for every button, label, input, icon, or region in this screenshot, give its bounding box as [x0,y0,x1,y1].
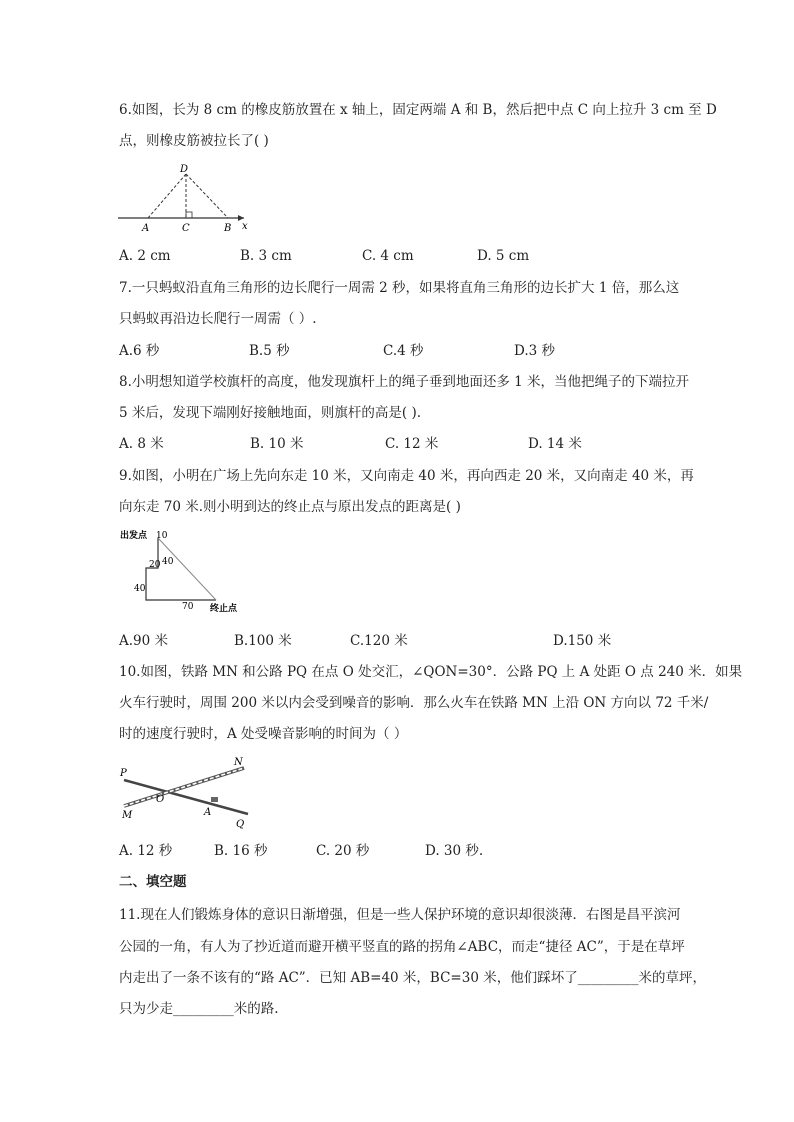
label-Q: Q [236,819,245,830]
q10-option-a[interactable]: A. 12 秒 [119,843,173,859]
q6-figure [118,162,258,234]
label-20: 20 [149,560,161,570]
q9-option-c[interactable]: C.120 米 [350,633,408,649]
label-A: A [142,223,150,234]
q6-option-d[interactable]: D. 5 cm [477,248,530,264]
label-B: B [224,223,232,234]
q8-option-d[interactable]: D. 14 米 [528,436,582,452]
label-M: M [122,810,133,821]
q11-text-line4: 只为少走_________米的路. [119,1001,279,1017]
q11-text-line3: 内走出了一条不该有的“路 AC”．已知 AB=40 米，BC=30 米，他们踩坏了_________米的草坪， [119,970,706,986]
label-P: P [120,768,127,779]
q11-text-line2: 公园的一角，有人为了抄近道而避开横平竖直的路的拐角∠ABC，而走“捷径 AC”，于是在草坪 [119,939,685,955]
right-angle-mark [186,212,192,218]
q6-text-line1: 6.如图，长为 8 cm 的橡皮筋放置在 x 轴上，固定两端 A 和 B，然后把中点 C 向上拉升 3 cm 至 D [119,102,717,118]
label-C: C [182,223,190,234]
q8-option-b[interactable]: B. 10 米 [250,436,304,452]
q11-text-line1: 11.现在人们锻炼身体的意识日渐增强，但是一些人保护环境的意识却很淡薄．右图是昌平滨河 [119,907,681,923]
q10-option-c[interactable]: C. 20 秒 [316,843,370,859]
q8-option-c[interactable]: C. 12 米 [385,436,439,452]
label-D: D [180,164,189,175]
q9-option-a[interactable]: A.90 米 [119,633,169,649]
label-40-lower: 40 [134,584,146,594]
label-N: N [234,757,243,768]
label-end-point: 终止点 [210,604,238,614]
q10-text-line3: 时的速度行驶时，A 处受噪音影响的时间为（ ） [119,726,408,742]
q9-option-b[interactable]: B.100 米 [234,633,292,649]
label-start-point: 出发点 [120,531,148,541]
label-10: 10 [156,531,168,541]
segment-DB [186,174,228,218]
label-70: 70 [182,602,194,612]
q9-text-line2: 向东走 70 米.则小明到达的终止点与原出发点的距离是( ) [119,499,461,515]
q10-figure [118,756,254,830]
q10-option-b[interactable]: B. 16 秒 [214,843,268,859]
label-40-upper: 40 [162,557,174,567]
q7-text-line1: 7.一只蚂蚁沿直角三角形的边长爬行一周需 2 秒，如果将直角三角形的边长扩大 1 倍，那么这 [119,280,680,296]
q10-option-d[interactable]: D. 30 秒. [425,843,484,859]
q8-text-line1: 8.小明想知道学校旗杆的高度，他发现旗杆上的绳子垂到地面还多 1 米，当他把绳子的下端拉开 [119,374,690,390]
point-A-building [211,797,218,802]
label-x: x [242,221,248,232]
q10-text-line2: 火车行驶时，周围 200 米以内会受到噪音的影响．那么火车在铁路 MN 上沿 ON 方向以 72 千米/ [119,695,709,711]
q7-option-c[interactable]: C.4 秒 [383,343,424,359]
label-O: O [156,794,165,805]
q8-text-line2: 5 米后，发现下端刚好接触地面，则旗杆的高是( ). [119,405,421,421]
q9-figure [118,528,258,614]
q6-text-line2: 点，则橡皮筋被拉长了( ) [119,133,269,149]
q7-option-d[interactable]: D.3 秒 [514,343,556,359]
q7-option-b[interactable]: B.5 秒 [249,343,290,359]
q7-text-line2: 只蚂蚁再沿边长爬行一周需（ ）. [119,311,317,327]
start-to-end-line [158,538,216,600]
q9-text-line1: 9.如图，小明在广场上先向东走 10 米，又向南走 40 米，再向西走 20 米，又向南走 40 米，再 [119,468,694,484]
section-heading-fill-in: 二、填空题 [119,874,187,890]
segment-AD [148,174,186,218]
q8-option-a[interactable]: A. 8 米 [119,436,164,452]
q6-option-b[interactable]: B. 3 cm [240,248,292,264]
q6-option-a[interactable]: A. 2 cm [119,248,171,264]
label-A: A [204,807,212,818]
q6-option-c[interactable]: C. 4 cm [362,248,414,264]
q7-option-a[interactable]: A.6 秒 [119,343,160,359]
q9-option-d[interactable]: D.150 米 [553,633,612,649]
q10-text-line1: 10.如图，铁路 MN 和公路 PQ 在点 O 处交汇，∠QON=30°．公路 PQ 上 A 处距 O 点 240 米．如果 [119,664,743,680]
